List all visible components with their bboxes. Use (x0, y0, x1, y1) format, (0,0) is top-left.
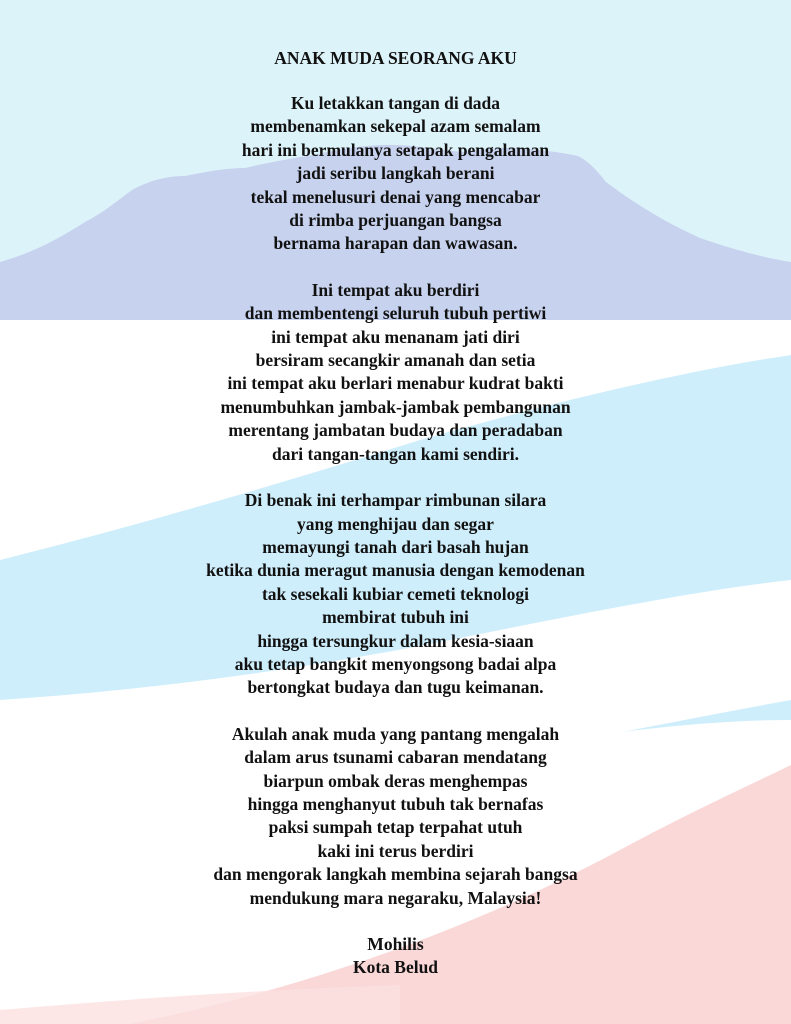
poem-line: ini tempat aku menanam jati diri (271, 326, 520, 347)
poem-line: di rimba perjuangan bangsa (289, 210, 502, 231)
poem-line: kaki ini terus berdiri (317, 840, 474, 861)
poem-line: yang menghijau dan segar (297, 513, 494, 534)
poem-line: ini tempat aku berlari menabur kudrat bakti (227, 373, 564, 394)
poem-line: merentang jambatan budaya dan peradaban (228, 420, 563, 441)
poem-line: dari tangan-tangan kami sendiri. (272, 443, 519, 464)
poem-line: tekal menelusuri denai yang mencabar (250, 186, 541, 207)
poem-line: Ku letakkan tangan di dada (290, 93, 501, 113)
poem-line: dan membentengi seluruh tubuh pertiwi (244, 303, 547, 324)
poem-line: bernama harapan dan wawasan. (273, 233, 518, 254)
poem-line: bersiram secangkir amanah dan setia (255, 350, 536, 371)
poem-line: aku tetap bangkit menyongsong badai alpa (234, 653, 557, 674)
poem-line: Ini tempat aku berdiri (311, 279, 480, 300)
author-block (0, 933, 791, 980)
pink-wave-bottom-shape (0, 985, 400, 1024)
poem-line: hari ini bermulanya setapak pengalaman (241, 139, 550, 160)
poem-line: hingga tersungkur dalam kesia-siaan (257, 630, 534, 651)
poem-line: ketika dunia meragut manusia dengan kemodenan (206, 560, 585, 581)
poem-line: mendukung mara negaraku, Malaysia! (249, 887, 542, 908)
poem-line: membirat tubuh ini (322, 607, 469, 628)
poem-line: Akulah anak muda yang pantang mengalah (231, 723, 560, 744)
poem-line: tak sesekali kubiar cemeti teknologi (261, 583, 530, 604)
author-name: Mohilis (367, 934, 424, 954)
stanza-4 (0, 723, 791, 910)
poem-line: dan mengorak langkah membina sejarah bangsa (213, 864, 578, 885)
poem-title: ANAK MUDA SEORANG AKU (274, 48, 517, 68)
poem-line: membenamkan sekepal azam semalam (250, 116, 541, 137)
poem-line: paksi sumpah tetap terpahat utuh (268, 817, 523, 838)
poem-line: Di benak ini terhampar rimbunan silara (244, 490, 547, 511)
poem-line: bertongkat budaya dan tugu keimanan. (247, 677, 544, 698)
stanza-3 (0, 489, 791, 700)
poem-line: hingga menghanyut tubuh tak bernafas (247, 793, 544, 814)
author-place: Kota Belud (352, 957, 439, 978)
stanza-1 (0, 92, 791, 256)
poem-line: memayungi tanah dari basah hujan (262, 536, 529, 557)
poem (0, 46, 791, 980)
poem-line: jadi seribu langkah berani (296, 163, 495, 184)
poem-line: dalam arus tsunami cabaran mendatang (244, 747, 547, 768)
poem-line: biarpun ombak deras menghempas (263, 770, 528, 791)
stanza-2 (0, 279, 791, 466)
poem-line: menumbuhkan jambak-jambak pembangunan (220, 396, 571, 417)
